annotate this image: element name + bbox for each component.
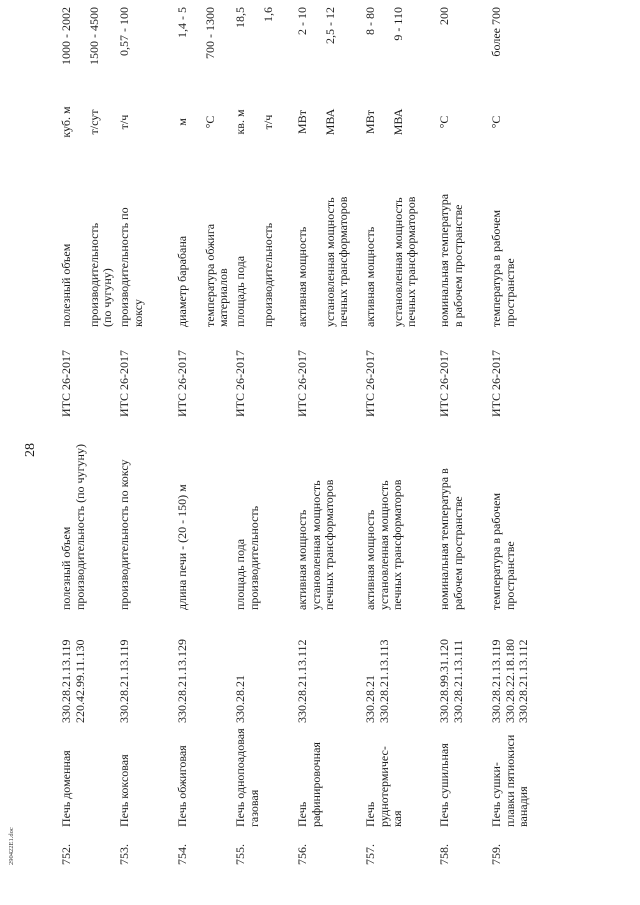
- parameter-name: активная мощность: [295, 226, 309, 327]
- parameter-name: в рабочем пространстве: [450, 204, 465, 327]
- equipment-name: Печь однопоадовая: [233, 728, 247, 827]
- page-number: 28: [23, 443, 38, 457]
- parameter-value: 8 - 80: [363, 7, 377, 35]
- its-reference: ИТС 26-2017: [117, 350, 131, 417]
- equipment-name: газовая: [246, 789, 261, 827]
- characteristic-text: полезный объем: [59, 526, 73, 610]
- parameter-name: печных трансформаторов: [404, 196, 418, 327]
- parameter-name: полезный объем: [59, 243, 73, 327]
- parameter-name: материалов: [216, 268, 230, 327]
- characteristic-text: печных трансформаторов: [322, 479, 336, 610]
- parameter-value: 200: [437, 7, 451, 25]
- equipment-name: Печь коксовая: [117, 754, 131, 827]
- okpd-code: 330.28.21.13.119: [489, 639, 503, 723]
- parameter-value: 1,4 - 5: [175, 7, 189, 38]
- parameter-unit: МВА: [322, 108, 337, 136]
- characteristic-text: длина печи - (20 - 150) м: [175, 484, 189, 610]
- okpd-code: 330.28.21.13.113: [376, 639, 391, 723]
- characteristic-text: рабочем пространстве: [450, 496, 465, 610]
- okpd-code: 330.28.21.13.119: [117, 639, 131, 723]
- its-reference: ИТС 26-2017: [233, 350, 247, 417]
- parameter-value: 1500 - 4500: [86, 7, 101, 65]
- parameter-name: производительность: [86, 222, 101, 327]
- okpd-code: 330.28.21: [363, 675, 377, 723]
- equipment-name: Печь доменная: [59, 750, 73, 827]
- okpd-code: 330.28.21.13.119: [59, 639, 73, 723]
- its-reference: ИТС 26-2017: [175, 350, 189, 417]
- equipment-name: ванадия: [516, 786, 530, 827]
- equipment-name: Печь: [363, 801, 377, 827]
- its-reference: ИТС 26-2017: [363, 350, 377, 417]
- characteristic-text: активная мощность: [295, 509, 309, 610]
- okpd-code: 220.42.99.11.130: [72, 639, 87, 723]
- equipment-name: Печь обжиговая: [175, 745, 189, 827]
- characteristic-text: пространстве: [502, 541, 517, 610]
- parameter-unit: кв. м: [233, 109, 247, 135]
- row-number: 756.: [295, 844, 309, 865]
- parameter-name: коксу: [130, 299, 145, 327]
- characteristic-text: установленная мощность: [308, 480, 323, 610]
- parameter-name: активная мощность: [363, 226, 377, 327]
- okpd-code: 330.28.99.31.120: [437, 639, 451, 723]
- characteristic-text: печных трансформаторов: [390, 479, 404, 610]
- parameter-unit: т/ч: [117, 114, 131, 130]
- okpd-code: 330.28.21.13.112: [516, 639, 530, 723]
- characteristic-text: производительность: [246, 505, 261, 610]
- parameter-name: производительность: [260, 222, 275, 327]
- parameter-unit: т/сут: [86, 109, 101, 135]
- parameter-value: более 700: [489, 7, 503, 57]
- characteristic-text: производительность (по чугуну): [72, 444, 87, 610]
- its-reference: ИТС 26-2017: [295, 350, 309, 417]
- row-number: 758.: [437, 844, 451, 865]
- okpd-code: 330.28.22.18.180: [502, 639, 517, 723]
- parameter-unit: куб. м: [59, 106, 73, 138]
- parameter-unit: т/ч: [260, 114, 275, 130]
- parameter-name: (по чугуну): [100, 268, 114, 327]
- parameter-unit: м: [175, 118, 189, 126]
- equipment-name: руднотермичес-: [376, 746, 391, 827]
- parameter-unit: МВА: [390, 108, 405, 136]
- equipment-name: кая: [390, 810, 404, 827]
- parameter-value: 18,5: [233, 7, 247, 28]
- okpd-code: 330.28.21: [233, 675, 247, 723]
- characteristic-text: производительность по коксу: [117, 459, 131, 610]
- okpd-code: 330.28.21.13.112: [295, 639, 309, 723]
- equipment-name: Печь: [295, 801, 309, 827]
- parameter-unit: °C: [202, 115, 217, 129]
- parameter-name: диаметр барабана: [175, 235, 189, 327]
- row-number: 759.: [489, 844, 503, 865]
- parameter-value: 9 - 110: [390, 7, 405, 41]
- okpd-code: 330.28.21.13.111: [450, 639, 465, 723]
- parameter-value: 2 - 10: [295, 7, 309, 35]
- parameter-unit: °C: [437, 115, 451, 129]
- characteristic-text: площадь пода: [233, 538, 247, 610]
- parameter-name: производительность по: [117, 207, 131, 327]
- its-reference: ИТС 26-2017: [59, 350, 73, 417]
- characteristic-text: активная мощность: [363, 509, 377, 610]
- equipment-name: Печь сушки-: [489, 762, 503, 827]
- parameter-value: 2,5 - 12: [322, 7, 337, 44]
- row-number: 757.: [363, 844, 377, 865]
- equipment-name: плавки пятиокиси: [502, 734, 517, 827]
- characteristic-text: номинальная температура в: [437, 468, 451, 610]
- okpd-code: 330.28.21.13.129: [175, 639, 189, 723]
- characteristic-text: температура в рабочем: [489, 492, 503, 610]
- row-number: 755.: [233, 844, 247, 865]
- parameter-name: температура в рабочем: [489, 209, 503, 327]
- parameter-name: установленная мощность: [322, 197, 337, 327]
- parameter-name: номинальная температура: [437, 193, 451, 327]
- parameter-value: 700 - 1300: [202, 7, 217, 59]
- parameter-unit: °C: [489, 115, 503, 129]
- row-number: 754.: [175, 844, 189, 865]
- its-reference: ИТС 26-2017: [437, 350, 451, 417]
- parameter-unit: МВт: [363, 110, 377, 134]
- parameter-name: площадь пода: [233, 255, 247, 327]
- parameter-value: 1000 - 2002: [59, 7, 73, 65]
- equipment-name: Печь сушильная: [437, 743, 451, 827]
- parameter-name: пространстве: [502, 258, 517, 327]
- parameter-name: температура обжига: [202, 223, 217, 327]
- footer-filename: 290422E1.doc: [8, 827, 15, 865]
- equipment-name: рафинировочная: [308, 742, 323, 827]
- parameter-name: печных трансформаторов: [336, 196, 350, 327]
- its-reference: ИТС 26-2017: [489, 350, 503, 417]
- parameter-name: установленная мощность: [390, 197, 405, 327]
- parameter-value: 0,57 - 100: [117, 7, 131, 56]
- row-number: 752.: [59, 844, 73, 865]
- parameter-value: 1,6: [260, 7, 275, 22]
- characteristic-text: установленная мощность: [376, 480, 391, 610]
- row-number: 753.: [117, 844, 131, 865]
- parameter-unit: МВт: [295, 110, 309, 134]
